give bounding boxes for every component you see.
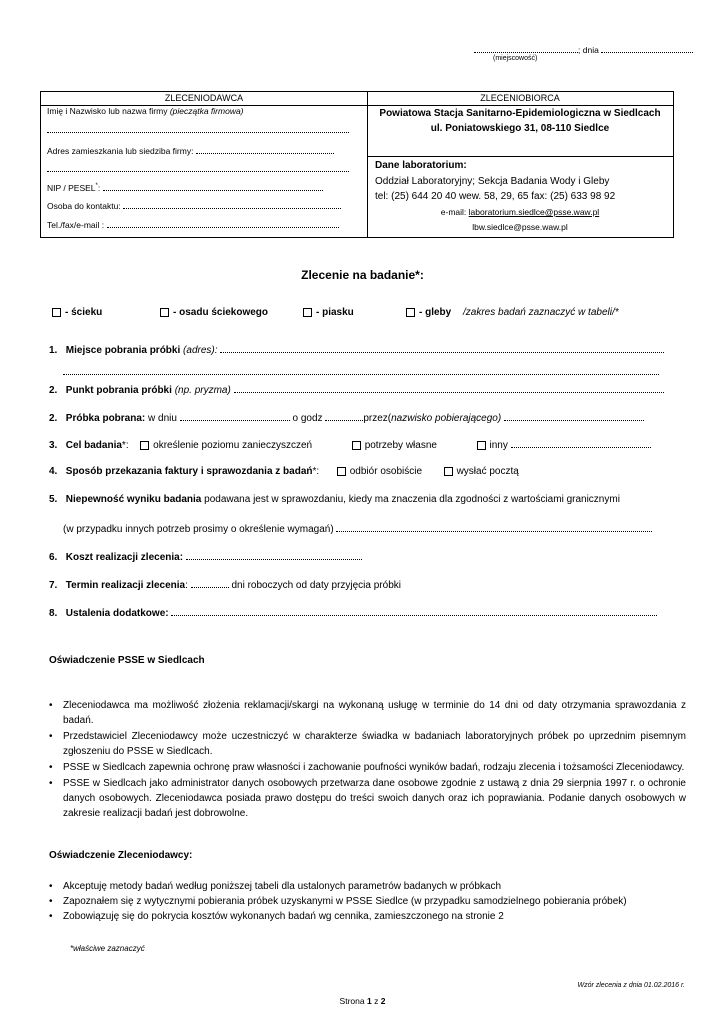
place-label: (miejscowość) — [493, 55, 538, 62]
deadline-days-field[interactable] — [191, 578, 229, 588]
client-name-field[interactable] — [47, 123, 349, 133]
client-contact-field[interactable] — [123, 199, 341, 209]
client-address-row: Adres zamieszkania lub siedziba firmy: — [47, 144, 334, 156]
client-nip-row: NIP / PESEL*: — [47, 181, 323, 193]
sampling-location-field[interactable] — [220, 343, 664, 353]
checkbox-icon[interactable] — [52, 308, 61, 317]
lab-email-row: e-mail: laboratorium.siedlce@psse.waw.pl — [440, 207, 600, 217]
client-statement-heading: Oświadczenie Zleceniodawcy: — [49, 850, 193, 861]
delivery-personal-checkbox[interactable] — [337, 467, 346, 476]
sampling-point-field[interactable] — [234, 383, 664, 393]
item-additional: 8. Ustalenia dodatkowe: — [49, 606, 657, 619]
page-number: Strona 1 z 2 — [339, 996, 386, 1006]
list-item: • Zobowiązuję się do pokrycia kosztów wykonanych badań wg cennika, zamieszczonego na stronie 2 — [49, 909, 686, 924]
type-sludge[interactable]: - osadu ściekowego — [160, 307, 268, 318]
purpose-other-checkbox[interactable] — [477, 441, 486, 450]
lab-title: Dane laboratorium: — [375, 160, 467, 171]
purpose-pollution-checkbox[interactable] — [140, 441, 149, 450]
psse-statement-list — [49, 698, 686, 821]
item-sampling-location: 1. Miejsce pobrania próbki (adres): — [49, 343, 664, 356]
lab-email-link-2[interactable]: lbw.siedlce@psse.waw.pl — [472, 222, 568, 232]
form-version: Wzór zlecenia z dnia 01.02.2016 r. — [577, 982, 685, 989]
client-tel-field[interactable] — [107, 218, 339, 228]
sampling-location-field-2[interactable] — [63, 365, 659, 375]
list-item: • Zleceniodawca ma możliwość złożenia reklamacji/skargi na wykonaną usługę w terminie do 14 dni od daty otrzymania sprawozdania z badań. — [49, 698, 686, 728]
uncertainty-other-row: (w przypadku innych potrzeb prosimy o określenie wymagań) — [63, 522, 652, 535]
list-item: • Zapoznałem się z wytycznymi pobierania próbek uzyskanymi w PSSE Siedlce (w przypadku samodzielnego pobierania próbek) — [49, 894, 686, 909]
purpose-other-field[interactable] — [511, 438, 651, 448]
item-purpose: 3. Cel badania*: określenie poziomu zanieczyszczeń potrzeby własne inny — [49, 438, 651, 451]
uncertainty-other-field[interactable] — [336, 522, 652, 532]
lab-email-link-1[interactable]: laboratorium.siedlce@psse.waw.pl — [468, 207, 600, 217]
place-date-line: ; dnia — [474, 43, 693, 55]
client-nip-field[interactable] — [103, 181, 323, 191]
type-soil[interactable]: - gleby — [406, 307, 451, 318]
footnote: *właściwe zaznaczyć — [70, 944, 145, 953]
client-address-field[interactable] — [196, 144, 334, 154]
item-sampling-point: 2. Punkt pobrania próbki (np. pryzma) — [49, 383, 664, 396]
sample-time-field[interactable] — [325, 411, 363, 421]
type-sewage[interactable]: - ścieku — [52, 307, 102, 318]
client-statement-list — [49, 879, 686, 924]
client-name-label: Imię i Nazwisko lub nazwa firmy (pieczątka firmowa) — [47, 106, 244, 116]
sample-date-field[interactable] — [180, 411, 290, 421]
checkbox-icon[interactable] — [160, 308, 169, 317]
client-contact-row: Osoba do kontaktu: — [47, 199, 341, 211]
contractor-header: ZLECENIOBIORCA — [480, 93, 560, 103]
checkbox-icon[interactable] — [406, 308, 415, 317]
additional-field[interactable] — [171, 606, 657, 616]
sampler-name-field[interactable] — [504, 411, 644, 421]
date-label: dnia — [582, 45, 599, 55]
item-delivery: 4. Sposób przekazania faktury i sprawozdania z badań*: odbiór osobiście wysłać pocztą — [49, 466, 519, 477]
form-title: Zlecenie na badanie*: — [301, 268, 424, 282]
list-item: • Przedstawiciel Zleceniodawcy może uczestniczyć w charakterze świadka w badaniach laboratoryjnych próbek po uprzednim pisemnym zgłoszeniu do PSSE w Siedlcach. — [49, 729, 686, 759]
org-line-2: ul. Poniatowskiego 31, 08-110 Siedlce — [430, 123, 610, 134]
place-field[interactable] — [474, 43, 578, 53]
client-tel-row: Tel./fax/e-mail : — [47, 218, 339, 230]
psse-statement-heading: Oświadczenie PSSE w Siedlcach — [49, 655, 205, 666]
org-line-1: Powiatowa Stacja Sanitarno-Epidemiologiczna w Siedlcach — [379, 108, 661, 119]
list-item: • PSSE w Siedlcach jako administrator danych osobowych przetwarza dane osobowe zgodnie z ustawą z dnia 29 sierpnia 1997 r. o ochronie danych osobowych. Zleceniodawca posiada prawo dostępu do treści swoich danych oraz ich poprawiania. Podanie danych osobowych w zakresie realizacji badań jest dobrowolne. — [49, 776, 686, 821]
checkbox-icon[interactable] — [303, 308, 312, 317]
item-uncertainty: 5. Niepewność wyniku badania podawana jest w sprawozdaniu, kiedy ma znaczenia dla zgodności z wartościami granicznymi — [49, 494, 620, 505]
list-item: • Akceptuję metody badań według poniższej tabeli dla ustalonych parametrów badanych w próbkach — [49, 879, 686, 894]
parties-table — [40, 91, 674, 238]
cost-field[interactable] — [186, 550, 362, 560]
type-sand[interactable]: - piasku — [303, 307, 354, 318]
purpose-own-checkbox[interactable] — [352, 441, 361, 450]
item-cost: 6. Koszt realizacji zlecenia: — [49, 550, 362, 563]
client-header: ZLECENIODAWCA — [164, 93, 244, 103]
item-deadline: 7. Termin realizacji zlecenia: dni roboczych od daty przyjęcia próbki — [49, 580, 401, 591]
lab-line-2: tel: (25) 644 20 40 wew. 58, 29, 65 fax: (25) 633 98 92 — [375, 191, 616, 202]
date-field[interactable] — [601, 43, 693, 53]
delivery-mail-checkbox[interactable] — [444, 467, 453, 476]
item-sample-taken: 2. Próbka pobrana: w dniu o godz przez(nazwisko pobierającego) — [49, 411, 644, 424]
lab-line-1: Oddział Laboratoryjny; Sekcja Badania Wody i Gleby — [375, 176, 610, 187]
types-note: /zakres badań zaznaczyć w tabeli/* — [463, 307, 619, 318]
list-item: • PSSE w Siedlcach zapewnia ochronę praw własności i zachowanie poufności wyników badań, rodzaju zlecenia i tożsamości Zleceniodawcy. — [49, 760, 686, 775]
client-address-field-2[interactable] — [47, 162, 349, 172]
